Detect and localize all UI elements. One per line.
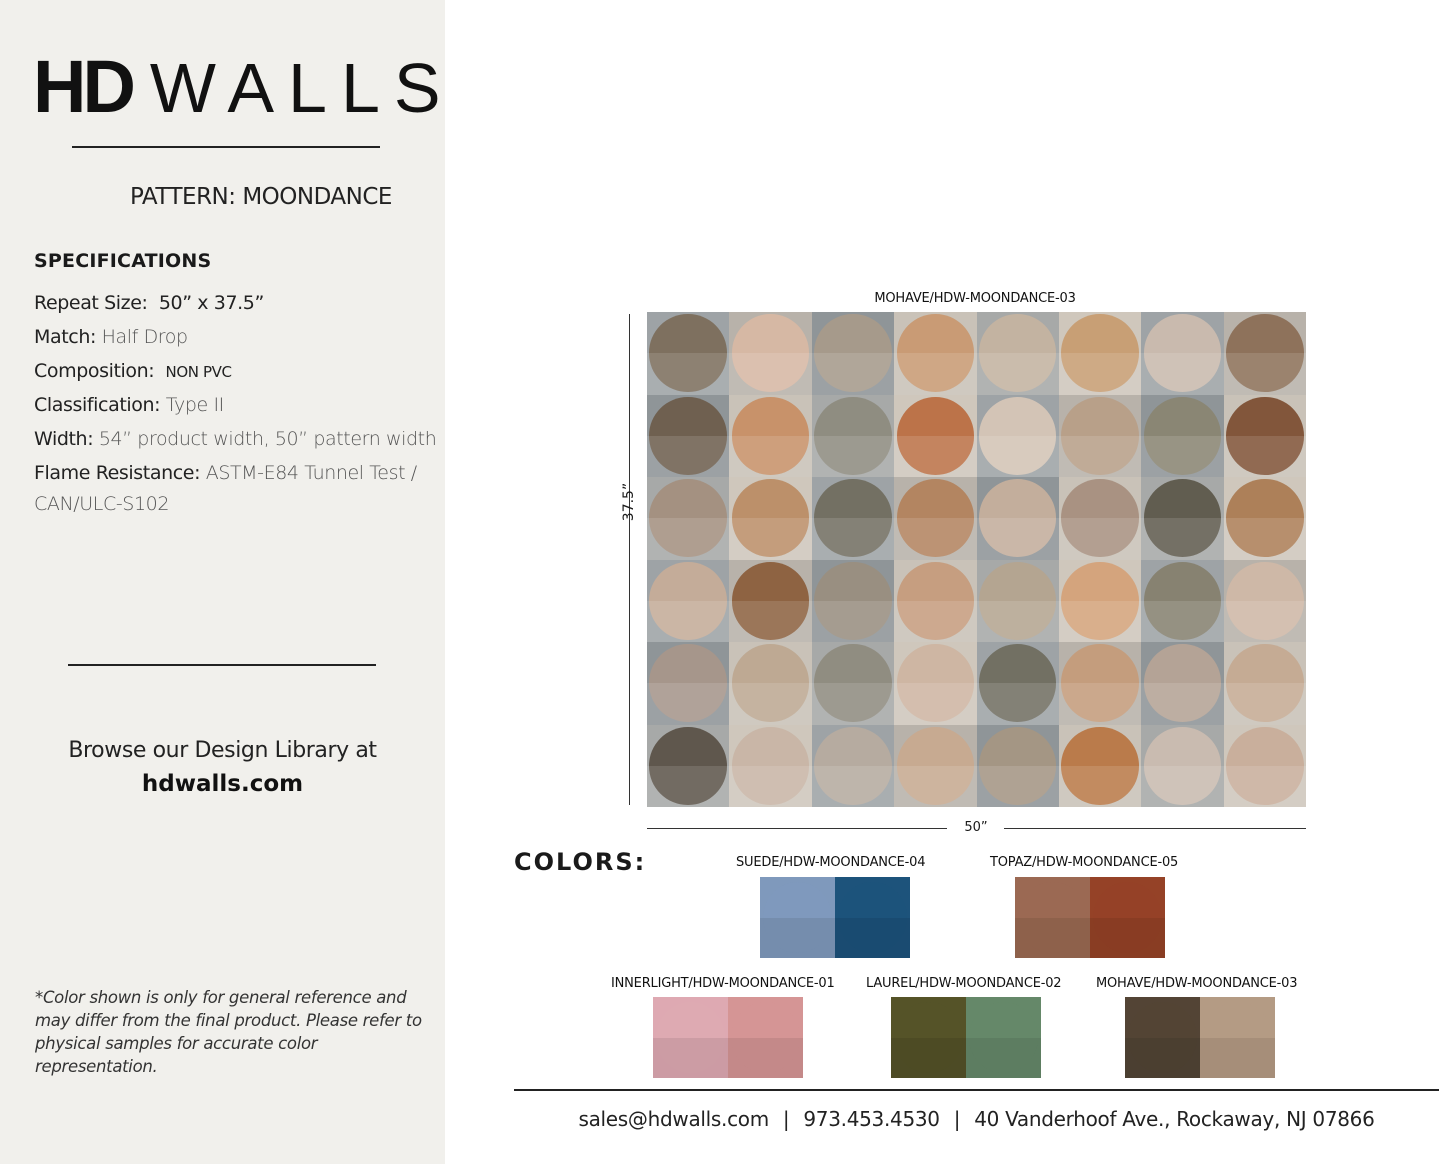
footer-contact	[514, 1107, 1439, 1131]
swatch-label-laurel: LAUREL/HDW-MOONDANCE-02	[866, 976, 1062, 991]
mural-tile	[812, 312, 894, 395]
swatch-suede-left	[760, 877, 835, 958]
swatch-laurel-left	[891, 997, 966, 1078]
swatch-mohave-left	[1125, 997, 1200, 1078]
swatch-topaz[interactable]	[1015, 877, 1165, 958]
mural-tile	[1141, 312, 1223, 395]
mural-tile	[812, 642, 894, 725]
mural-tile	[1141, 642, 1223, 725]
swatch-suede[interactable]	[760, 877, 910, 958]
swatch-topaz-left	[1015, 877, 1090, 958]
footer-phone[interactable]: 973.453.4530	[803, 1107, 940, 1131]
mural-tile	[1224, 312, 1306, 395]
mural-tile	[1224, 642, 1306, 725]
spec-repeat-size: Repeat Size: 50” x 37.5”	[34, 292, 264, 314]
spec-width: Width: 54” product width, 50” pattern width	[34, 428, 437, 450]
mural-tile	[977, 725, 1059, 808]
mural-tile	[894, 395, 976, 478]
footer-divider	[514, 1089, 1439, 1091]
main-pattern-label: MOHAVE/HDW-MOONDANCE-03	[874, 291, 1076, 306]
mural-tile	[977, 312, 1059, 395]
width-dimension-label: 50”	[964, 820, 988, 835]
swatch-label-mohave: MOHAVE/HDW-MOONDANCE-03	[1096, 976, 1298, 991]
mural-tile	[647, 725, 729, 808]
mural-tile	[1224, 725, 1306, 808]
mural-tile	[1059, 725, 1141, 808]
swatch-mohave-right	[1200, 997, 1275, 1078]
mural-tile	[1224, 560, 1306, 643]
swatch-innerlight[interactable]	[653, 997, 803, 1078]
mural-tile	[1224, 477, 1306, 560]
mural-tile	[647, 395, 729, 478]
mural-tile	[1059, 395, 1141, 478]
swatch-suede-right	[835, 877, 910, 958]
specifications-heading: SPECIFICATIONS	[34, 250, 212, 272]
mural-tile	[977, 477, 1059, 560]
mural-tile	[894, 312, 976, 395]
swatch-topaz-right	[1090, 877, 1165, 958]
logo-hd: HD	[33, 45, 132, 128]
mural-tile	[647, 477, 729, 560]
mural-tile	[894, 642, 976, 725]
mural-tile	[647, 642, 729, 725]
width-dimension-line-left	[647, 828, 947, 829]
mural-tile	[812, 725, 894, 808]
mural-tile	[812, 560, 894, 643]
divider-middle	[68, 664, 376, 666]
footer-separator: |	[953, 1107, 961, 1131]
left-panel	[0, 0, 455, 1164]
height-dimension-line	[629, 314, 630, 805]
swatch-innerlight-right	[728, 997, 803, 1078]
mural-tile	[729, 312, 811, 395]
mural-tile	[894, 725, 976, 808]
mural-tile	[729, 725, 811, 808]
mural-tile	[1141, 725, 1223, 808]
mural-tile	[729, 642, 811, 725]
height-dimension-label: 37.5”	[621, 482, 637, 522]
hd-walls-logo	[33, 44, 455, 128]
swatch-innerlight-left	[653, 997, 728, 1078]
width-dimension-line-right	[1004, 828, 1306, 829]
logo-walls: WALLS	[149, 49, 455, 127]
swatch-laurel-right	[966, 997, 1041, 1078]
website-link[interactable]: hdwalls.com	[141, 771, 304, 797]
color-disclaimer: *Color shown is only for general reference and may differ from the final product. Please refer to physical samples for accurate color representation.	[35, 988, 422, 1076]
mural-preview	[647, 312, 1306, 807]
colors-heading: COLORS:	[514, 848, 647, 876]
swatch-laurel[interactable]	[891, 997, 1041, 1078]
mural-tile	[1141, 395, 1223, 478]
mural-tile	[729, 477, 811, 560]
mural-tile	[977, 395, 1059, 478]
mural-tile	[729, 560, 811, 643]
mural-tile	[1141, 560, 1223, 643]
divider-top	[72, 146, 380, 148]
footer-email[interactable]: sales@hdwalls.com	[578, 1107, 769, 1131]
footer-address: 40 Vanderhoof Ave., Rockaway, NJ 07866	[974, 1107, 1375, 1131]
spec-composition: Composition: NON PVC	[34, 360, 232, 382]
swatch-mohave[interactable]	[1125, 997, 1275, 1078]
spec-flame-resistance-cont: CAN/ULC-S102	[34, 493, 170, 515]
mural-tile	[647, 312, 729, 395]
mural-tile	[812, 395, 894, 478]
pattern-title: PATTERN: MOONDANCE	[130, 184, 392, 210]
spec-flame-resistance: Flame Resistance: ASTM-E84 Tunnel Test /	[34, 462, 417, 484]
spec-match: Match: Half Drop	[34, 326, 188, 348]
mural-tile	[894, 560, 976, 643]
mural-tile	[894, 477, 976, 560]
spec-classification: Classification: Type II	[34, 394, 224, 416]
mural-tile	[812, 477, 894, 560]
swatch-label-suede: SUEDE/HDW-MOONDANCE-04	[736, 855, 926, 870]
footer-separator: |	[782, 1107, 790, 1131]
mural-tile	[1059, 312, 1141, 395]
swatch-label-topaz: TOPAZ/HDW-MOONDANCE-05	[990, 855, 1179, 870]
mural-tile	[1224, 395, 1306, 478]
mural-tile	[1059, 560, 1141, 643]
mural-tile	[977, 560, 1059, 643]
mural-tile	[729, 395, 811, 478]
mural-tile	[647, 560, 729, 643]
mural-tile	[1141, 477, 1223, 560]
mural-tile	[977, 642, 1059, 725]
mural-tile	[1059, 477, 1141, 560]
swatch-label-innerlight: INNERLIGHT/HDW-MOONDANCE-01	[611, 976, 835, 991]
mural-tile	[1059, 642, 1141, 725]
browse-text: Browse our Design Library at	[68, 738, 377, 763]
